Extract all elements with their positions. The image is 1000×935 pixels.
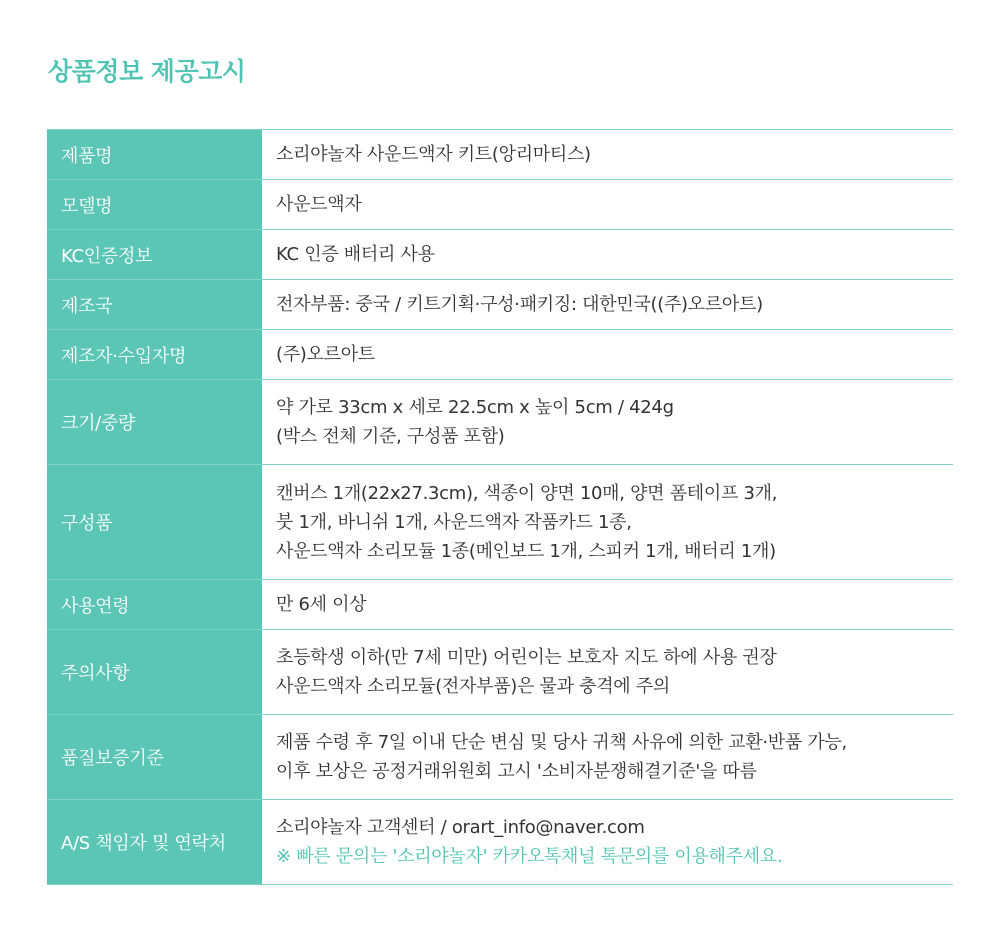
row-value: [262, 465, 953, 580]
info-row-cautions: [47, 630, 953, 715]
row-label: KC인증정보: [47, 230, 262, 280]
row-value-line: 전자부품: 중국 / 키트기획·구성·패키징: 대한민국((주)오르아트): [276, 294, 763, 315]
row-value-line: 캔버스 1개(22x27.3cm), 색종이 양면 10매, 양면 폼테이프 3개,: [276, 482, 778, 504]
row-value-line: KC 인증 배터리 사용: [276, 244, 435, 265]
info-row-model-name: [47, 180, 953, 230]
row-value-line: 만 6세 이상: [276, 594, 367, 615]
row-value-line: 사운드액자 소리모듈 1종(메인보드 1개, 스피커 1개, 배터리 1개): [276, 540, 776, 562]
row-value-line: 소리야놀자 사운드액자 키트(앙리마티스): [276, 144, 591, 165]
row-value: [262, 180, 953, 230]
info-row-quality-guarantee: [47, 715, 953, 800]
row-value-line: 붓 1개, 바니쉬 1개, 사운드액자 작품카드 1종,: [276, 511, 632, 533]
row-value: [262, 800, 953, 885]
row-value: [262, 280, 953, 330]
row-value: [262, 715, 953, 800]
row-value-line: 사운드액자 소리모듈(전자부품)은 물과 충격에 주의: [276, 676, 670, 697]
row-value: [262, 630, 953, 715]
row-label: 모델명: [47, 180, 262, 230]
row-value: [262, 380, 953, 465]
row-value-line: 제품 수령 후 7일 이내 단순 변심 및 당사 귀책 사유에 의한 교환·반품 가능,: [276, 732, 847, 753]
row-label: 주의사항: [47, 630, 262, 715]
row-value: [262, 130, 953, 180]
row-label: 구성품: [47, 465, 262, 580]
row-value-line: (박스 전체 기준, 구성품 포함): [276, 426, 505, 447]
row-label: 사용연령: [47, 580, 262, 630]
row-label: 제품명: [47, 130, 262, 180]
info-row-country-of-manufacture: [47, 280, 953, 330]
row-label: 크기/중량: [47, 380, 262, 465]
info-row-product-name: [47, 130, 953, 180]
row-value: [262, 230, 953, 280]
row-label: A/S 책임자 및 연락처: [47, 800, 262, 885]
row-value-line: 이후 보상은 공정거래위원회 고시 '소비자분쟁해결기준'을 따름: [276, 761, 757, 782]
row-value: [262, 330, 953, 380]
info-row-size-weight: [47, 380, 953, 465]
row-value-line: (주)오르아트: [276, 344, 375, 365]
row-value-line: 사운드액자: [276, 194, 362, 215]
product-info-table: [47, 129, 953, 885]
row-value: [262, 580, 953, 630]
info-row-manufacturer: [47, 330, 953, 380]
row-label: 품질보증기준: [47, 715, 262, 800]
info-row-kc-certification: [47, 230, 953, 280]
row-value-line: 약 가로 33cm x 세로 22.5cm x 높이 5cm / 424g: [276, 397, 674, 418]
row-label: 제조자·수입자명: [47, 330, 262, 380]
row-value-line: 초등학생 이하(만 7세 미만) 어린이는 보호자 지도 하에 사용 권장: [276, 647, 777, 668]
page-title: 상품정보 제공고시: [48, 57, 246, 86]
row-label: 제조국: [47, 280, 262, 330]
info-row-as-contact: [47, 800, 953, 885]
row-value-line: 소리야놀자 고객센터 / orart_info@naver.com: [276, 817, 645, 838]
contact-note: ※ 빠른 문의는 '소리야놀자' 카카오톡채널 톡문의를 이용해주세요.: [276, 846, 783, 867]
info-row-components: [47, 465, 953, 580]
info-row-age: [47, 580, 953, 630]
